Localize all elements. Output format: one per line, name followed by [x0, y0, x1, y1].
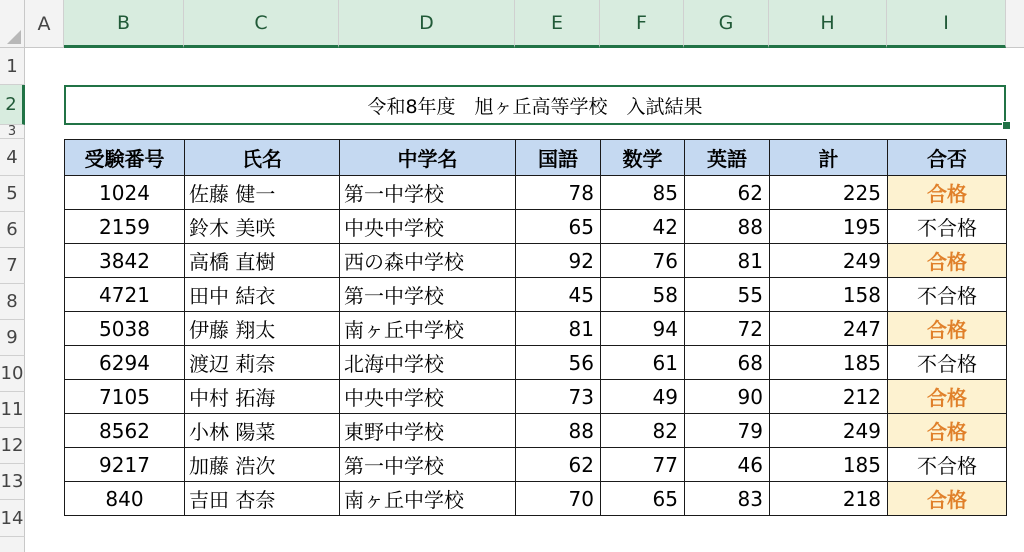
cell-math[interactable]: 85	[601, 176, 685, 210]
row-header-5[interactable]: 5	[0, 176, 25, 212]
header-name[interactable]: 氏名	[185, 140, 340, 176]
header-math[interactable]: 数学	[601, 140, 685, 176]
cell-exam-number[interactable]: 7105	[65, 380, 185, 414]
cell-name[interactable]: 田中 結衣	[185, 278, 340, 312]
cell-english[interactable]: 62	[685, 176, 770, 210]
cell-name[interactable]: 中村 拓海	[185, 380, 340, 414]
column-header-j[interactable]	[1006, 0, 1024, 48]
title-cell[interactable]	[64, 85, 1006, 125]
cell-exam-number[interactable]: 840	[65, 482, 185, 516]
row-header-8[interactable]: 8	[0, 284, 25, 320]
column-header-b[interactable]: B	[64, 0, 184, 48]
cell-total[interactable]: 185	[770, 346, 888, 380]
cell-math[interactable]: 76	[601, 244, 685, 278]
table-row	[65, 210, 1007, 244]
cell-exam-number[interactable]: 4721	[65, 278, 185, 312]
cell-math[interactable]: 49	[601, 380, 685, 414]
row-header-7[interactable]: 7	[0, 248, 25, 284]
column-header-f[interactable]: F	[600, 0, 684, 48]
cell-japanese[interactable]: 45	[516, 278, 601, 312]
cell-english[interactable]: 46	[685, 448, 770, 482]
cell-japanese[interactable]: 88	[516, 414, 601, 448]
table-row	[65, 312, 1007, 346]
cell-result[interactable]: 合格	[888, 176, 1007, 210]
cell-school[interactable]: 第一中学校	[340, 278, 516, 312]
column-header-h[interactable]: H	[769, 0, 887, 48]
cell-school[interactable]: 西の森中学校	[340, 244, 516, 278]
table-row	[65, 414, 1007, 448]
cell-result[interactable]: 合格	[888, 414, 1007, 448]
cell-result[interactable]: 合格	[888, 244, 1007, 278]
column-header-i[interactable]: I	[887, 0, 1006, 48]
row-header-3[interactable]: 3	[0, 125, 25, 139]
header-total[interactable]: 計	[770, 140, 888, 176]
table-row	[65, 482, 1007, 516]
cell-total[interactable]: 218	[770, 482, 888, 516]
cell-english[interactable]: 55	[685, 278, 770, 312]
cell-name[interactable]: 佐藤 健一	[185, 176, 340, 210]
cell-total[interactable]: 247	[770, 312, 888, 346]
cell-math[interactable]: 94	[601, 312, 685, 346]
cell-school[interactable]: 東野中学校	[340, 414, 516, 448]
cell-exam-number[interactable]: 5038	[65, 312, 185, 346]
table-row	[65, 380, 1007, 414]
cell-english[interactable]: 79	[685, 414, 770, 448]
row-header-6[interactable]: 6	[0, 212, 25, 248]
row-header-11[interactable]: 11	[0, 392, 25, 428]
header-school[interactable]: 中学名	[340, 140, 516, 176]
cell-total[interactable]: 249	[770, 244, 888, 278]
title-text: 令和8年度 旭ヶ丘高等学校 入試結果	[367, 95, 703, 118]
row-header-14[interactable]: 14	[0, 500, 25, 537]
cell-school[interactable]: 南ヶ丘中学校	[340, 482, 516, 516]
table-header-row	[65, 140, 1007, 176]
row-header-13[interactable]: 13	[0, 464, 25, 500]
cell-result[interactable]: 合格	[888, 380, 1007, 414]
select-all-corner[interactable]	[0, 0, 25, 48]
cell-name[interactable]: 渡辺 莉奈	[185, 346, 340, 380]
cell-name[interactable]: 小林 陽菜	[185, 414, 340, 448]
cell-total[interactable]: 195	[770, 210, 888, 244]
select-all-triangle-icon	[7, 30, 21, 44]
cell-school[interactable]: 第一中学校	[340, 448, 516, 482]
cell-japanese[interactable]: 70	[516, 482, 601, 516]
row-header-10[interactable]: 10	[0, 356, 25, 392]
cell-result[interactable]: 合格	[888, 482, 1007, 516]
table-row	[65, 448, 1007, 482]
table-row	[65, 176, 1007, 210]
cell-japanese[interactable]: 56	[516, 346, 601, 380]
cell-name[interactable]: 鈴木 美咲	[185, 210, 340, 244]
column-header-e[interactable]: E	[515, 0, 600, 48]
cell-name[interactable]: 高橋 直樹	[185, 244, 340, 278]
column-header-a[interactable]: A	[25, 0, 64, 48]
row-header-12[interactable]: 12	[0, 428, 25, 464]
header-exam-number[interactable]: 受験番号	[65, 140, 185, 176]
row-header-15[interactable]	[0, 537, 25, 552]
cell-english[interactable]: 68	[685, 346, 770, 380]
cell-result[interactable]: 不合格	[888, 346, 1007, 380]
cell-exam-number[interactable]: 3842	[65, 244, 185, 278]
cell-school[interactable]: 南ヶ丘中学校	[340, 312, 516, 346]
cell-japanese[interactable]: 65	[516, 210, 601, 244]
cell-name[interactable]: 吉田 杏奈	[185, 482, 340, 516]
cell-exam-number[interactable]: 9217	[65, 448, 185, 482]
cell-name[interactable]: 伊藤 翔太	[185, 312, 340, 346]
cell-english[interactable]: 81	[685, 244, 770, 278]
cell-exam-number[interactable]: 8562	[65, 414, 185, 448]
cell-result[interactable]: 不合格	[888, 210, 1007, 244]
cell-japanese[interactable]: 62	[516, 448, 601, 482]
cell-school[interactable]: 北海中学校	[340, 346, 516, 380]
cell-exam-number[interactable]: 2159	[65, 210, 185, 244]
cell-english[interactable]: 83	[685, 482, 770, 516]
cell-total[interactable]: 225	[770, 176, 888, 210]
results-table	[64, 139, 1007, 516]
row-header-2[interactable]: 2	[0, 85, 25, 125]
cell-japanese[interactable]: 92	[516, 244, 601, 278]
row-header-9[interactable]: 9	[0, 320, 25, 356]
cell-total[interactable]: 158	[770, 278, 888, 312]
cell-japanese[interactable]: 81	[516, 312, 601, 346]
cell-result[interactable]: 不合格	[888, 278, 1007, 312]
cell-math[interactable]: 82	[601, 414, 685, 448]
cell-english[interactable]: 72	[685, 312, 770, 346]
cell-name[interactable]: 加藤 浩次	[185, 448, 340, 482]
cell-english[interactable]: 90	[685, 380, 770, 414]
table-row	[65, 346, 1007, 380]
cell-math[interactable]: 58	[601, 278, 685, 312]
cell-school[interactable]: 第一中学校	[340, 176, 516, 210]
column-header-d[interactable]: D	[339, 0, 515, 48]
table-row	[65, 278, 1007, 312]
cell-school[interactable]: 中央中学校	[340, 380, 516, 414]
column-header-c[interactable]: C	[184, 0, 339, 48]
cell-result[interactable]: 不合格	[888, 448, 1007, 482]
table-row	[65, 244, 1007, 278]
header-japanese[interactable]: 国語	[516, 140, 601, 176]
cell-japanese[interactable]: 78	[516, 176, 601, 210]
cell-school[interactable]: 中央中学校	[340, 210, 516, 244]
cell-exam-number[interactable]: 1024	[65, 176, 185, 210]
cell-math[interactable]: 65	[601, 482, 685, 516]
header-english[interactable]: 英語	[685, 140, 770, 176]
cell-total[interactable]: 185	[770, 448, 888, 482]
cell-total[interactable]: 249	[770, 414, 888, 448]
column-header-g[interactable]: G	[684, 0, 769, 48]
cell-math[interactable]: 77	[601, 448, 685, 482]
fill-handle[interactable]	[1002, 121, 1011, 130]
row-header-4[interactable]: 4	[0, 139, 25, 176]
cell-total[interactable]: 212	[770, 380, 888, 414]
cell-math[interactable]: 61	[601, 346, 685, 380]
row-header-1[interactable]: 1	[0, 48, 25, 85]
header-result[interactable]: 合否	[888, 140, 1007, 176]
cell-math[interactable]: 42	[601, 210, 685, 244]
cell-exam-number[interactable]: 6294	[65, 346, 185, 380]
cell-english[interactable]: 88	[685, 210, 770, 244]
cell-result[interactable]: 合格	[888, 312, 1007, 346]
cell-japanese[interactable]: 73	[516, 380, 601, 414]
